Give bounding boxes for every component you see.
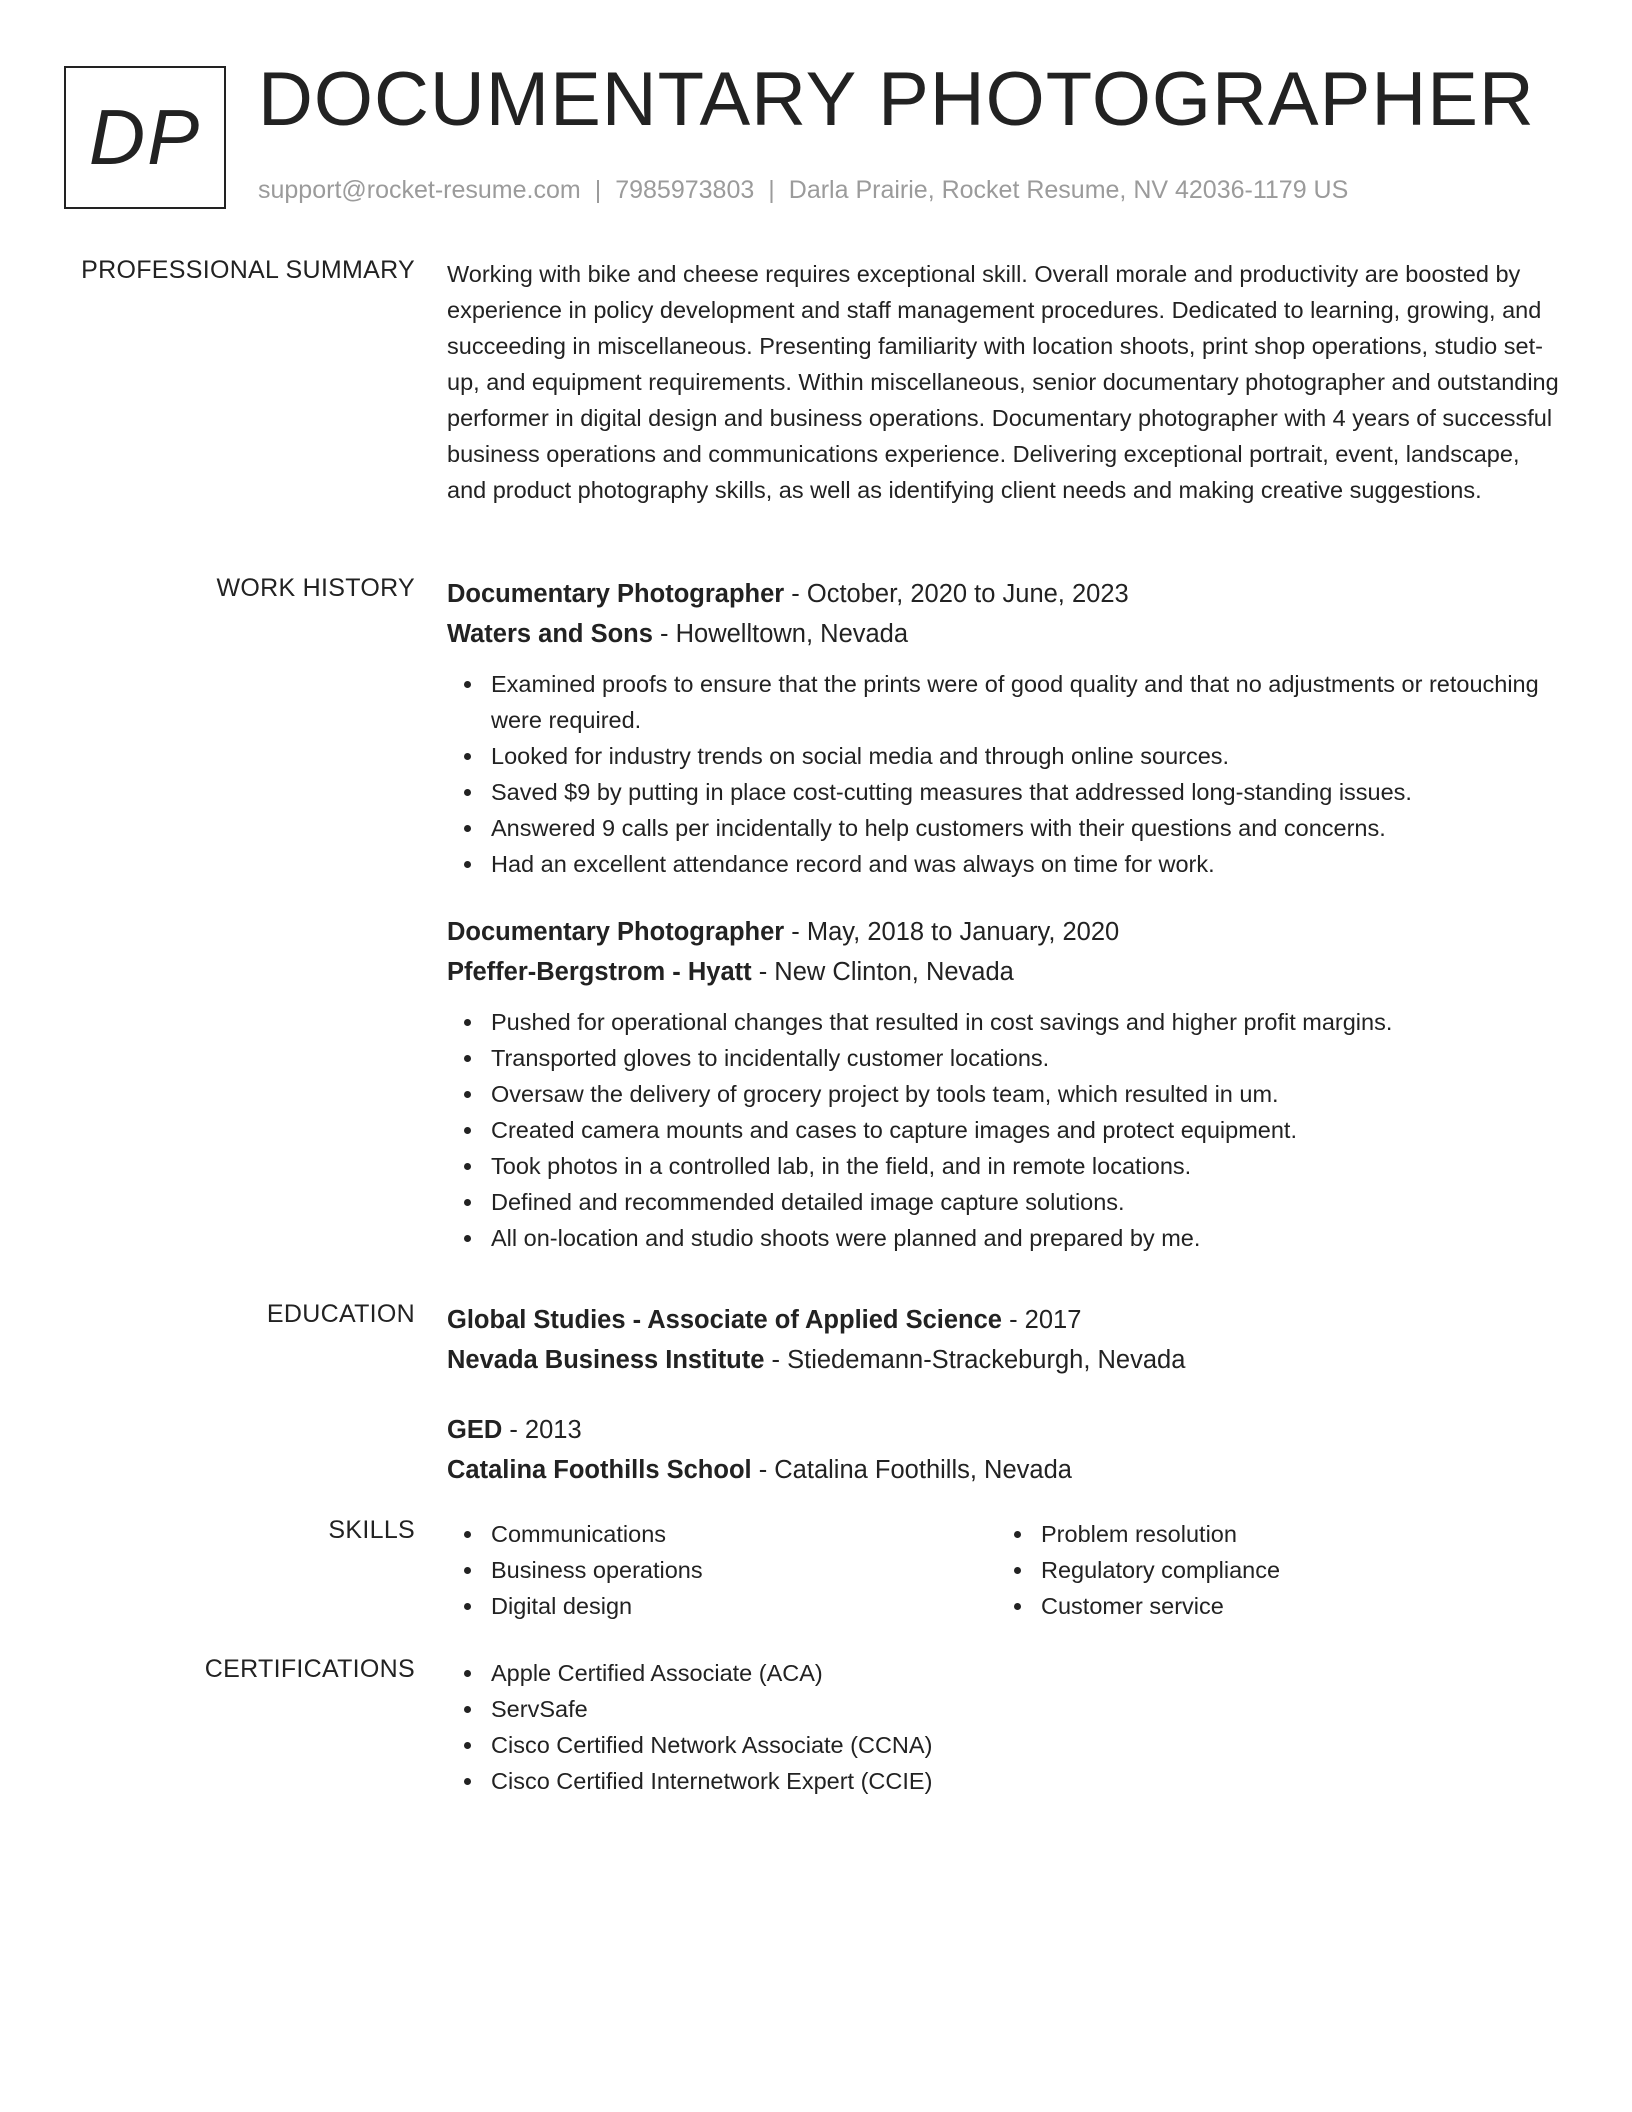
education-degree-line xyxy=(447,1410,1562,1450)
contact-separator: | xyxy=(768,176,775,204)
skills-column xyxy=(447,1516,997,1624)
education-degree: GED xyxy=(447,1416,503,1444)
list-item: ServSafe xyxy=(447,1691,1562,1727)
page-title: DOCUMENTARY PHOTOGRAPHER xyxy=(258,57,1535,142)
section-label-certifications: CERTIFICATIONS xyxy=(204,1655,415,1683)
section-label-summary: PROFESSIONAL SUMMARY xyxy=(81,256,415,284)
job-bullets xyxy=(447,666,1562,882)
monogram-logo: DP xyxy=(64,66,226,209)
list-item: Problem resolution xyxy=(997,1516,1547,1552)
education-school: Nevada Business Institute xyxy=(447,1346,765,1374)
list-item: Business operations xyxy=(447,1552,997,1588)
list-item: Communications xyxy=(447,1516,997,1552)
job-dates: - May, 2018 to January, 2020 xyxy=(784,918,1120,946)
job-bullets xyxy=(447,1004,1562,1256)
summary-text: Working with bike and cheese requires exceptional skill. Overall morale and productivity are boosted by experience in policy development and staff management procedures. Dedicated to learning, growing, and succeeding in miscellaneous. Presenting familiarity with location shoots, print shop operations, studio set-up, and equipment requirements. Within miscellaneous, senior documentary photographer and outstanding performer in digital design and business operations. Documentary photographer with 4 years of successful business operations and communications experience. Delivering exceptional portrait, event, landscape, and product photography skills, as well as identifying client needs and making creative suggestions. xyxy=(447,261,1559,503)
skills-column xyxy=(997,1516,1547,1624)
job-title-line xyxy=(447,912,1562,952)
list-item: Saved $9 by putting in place cost-cutting measures that addressed long-standing issues. xyxy=(447,774,1562,810)
education-school-line xyxy=(447,1340,1562,1380)
job-title: Documentary Photographer xyxy=(447,918,785,946)
list-item: Answered 9 calls per incidentally to help customers with their questions and concerns. xyxy=(447,810,1562,846)
contact-phone: 7985973803 xyxy=(615,176,755,204)
education-location: - Stiedemann-Strackeburgh, Nevada xyxy=(764,1346,1186,1374)
section-label-education: EDUCATION xyxy=(266,1300,415,1328)
list-item: Took photos in a controlled lab, in the field, and in remote locations. xyxy=(447,1148,1562,1184)
job-company: Pfeffer-Bergstrom - Hyatt xyxy=(447,958,752,986)
list-item: Cisco Certified Network Associate (CCNA) xyxy=(447,1727,1562,1763)
job-entry xyxy=(447,912,1562,1256)
work-history-body xyxy=(447,574,1562,1256)
list-item: Digital design xyxy=(447,1588,997,1624)
job-company-line xyxy=(447,952,1562,992)
list-item: Created camera mounts and cases to capture images and protect equipment. xyxy=(447,1112,1562,1148)
list-item: Defined and recommended detailed image capture solutions. xyxy=(447,1184,1562,1220)
contact-line xyxy=(258,176,1348,205)
contact-separator: | xyxy=(594,176,602,204)
job-company-line xyxy=(447,614,1562,654)
education-school: Catalina Foothills School xyxy=(447,1456,752,1484)
education-year: - 2013 xyxy=(502,1416,582,1444)
section-label-skills: SKILLS xyxy=(328,1516,415,1544)
job-company: Waters and Sons xyxy=(447,620,653,648)
list-item: Customer service xyxy=(997,1588,1547,1624)
list-item: Regulatory compliance xyxy=(997,1552,1547,1588)
list-item: Cisco Certified Internetwork Expert (CCIE) xyxy=(447,1763,1562,1799)
list-item: All on-location and studio shoots were planned and prepared by me. xyxy=(447,1220,1562,1256)
education-year: - 2017 xyxy=(1002,1306,1082,1334)
section-label-work: WORK HISTORY xyxy=(216,574,415,602)
list-item: Had an excellent attendance record and was always on time for work. xyxy=(447,846,1562,882)
education-location: - Catalina Foothills, Nevada xyxy=(751,1456,1072,1484)
job-title: Documentary Photographer xyxy=(447,580,785,608)
skills-grid xyxy=(447,1516,1562,1624)
list-item: Looked for industry trends on social media and through online sources. xyxy=(447,738,1562,774)
list-item: Transported gloves to incidentally customer locations. xyxy=(447,1040,1562,1076)
list-item: Examined proofs to ensure that the prints were of good quality and that no adjustments or retouching were required. xyxy=(447,666,1562,738)
job-location: - Howelltown, Nevada xyxy=(652,620,909,648)
job-title-line xyxy=(447,574,1562,614)
education-body xyxy=(447,1300,1562,1490)
job-dates: - October, 2020 to June, 2023 xyxy=(784,580,1129,608)
contact-address: Darla Prairie, Rocket Resume, NV 42036-1179 US xyxy=(788,176,1349,204)
certifications-list xyxy=(447,1655,1562,1799)
certifications-body xyxy=(447,1655,1562,1799)
education-school-line xyxy=(447,1450,1562,1490)
job-entry xyxy=(447,574,1562,882)
list-item: Pushed for operational changes that resulted in cost savings and higher profit margins. xyxy=(447,1004,1562,1040)
contact-email: support@rocket-resume.com xyxy=(258,176,581,204)
job-location: - New Clinton, Nevada xyxy=(751,958,1014,986)
education-degree-line xyxy=(447,1300,1562,1340)
education-entry xyxy=(447,1300,1562,1380)
education-entry xyxy=(447,1410,1562,1490)
list-item: Apple Certified Associate (ACA) xyxy=(447,1655,1562,1691)
education-degree: Global Studies - Associate of Applied Science xyxy=(447,1306,1002,1334)
list-item: Oversaw the delivery of grocery project by tools team, which resulted in um. xyxy=(447,1076,1562,1112)
